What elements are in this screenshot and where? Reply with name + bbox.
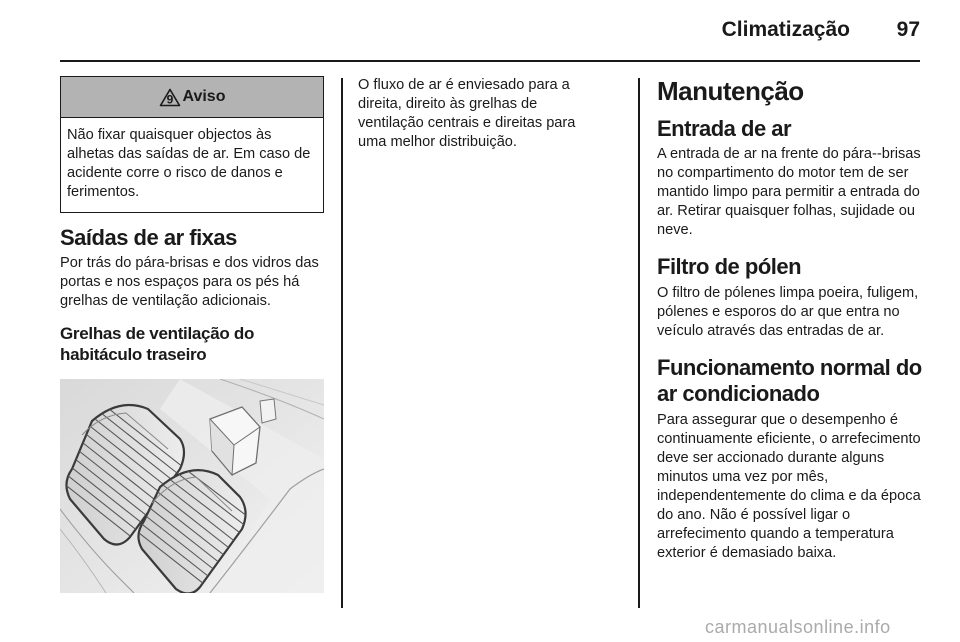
warning-title: Aviso [182,88,226,105]
rear-air-vents-illustration [60,379,324,593]
column-2 [358,76,604,152]
fixed-vents-text: Por trás do pára-brisas e dos vidros das portas e nos espaços para os pés há grelhas de ventilação adicionais. [60,255,319,309]
air-inlet-text: A entrada de ar na frente do pára--brisas no compartimento do motor tem de ser mantido limpo para permitir a entrada do ar. Retirar quaisquer folhas, sujidade ou neve. [657,146,921,238]
page-number: 97 [896,18,920,41]
maintenance-heading: Manutenção [657,76,804,106]
header-rule [60,60,920,62]
ac-heading: Funcionamento normal do ar condicionado [657,355,922,406]
rear-vents-heading: Grelhas de ventilação do habitáculo traseiro [60,324,255,364]
pollen-filter-heading: Filtro de pólen [657,254,802,279]
pollen-filter-text: O filtro de pólenes limpa poeira, fuligem, pólenes e esporos do ar que entra no veículo através das entradas de ar. [657,285,919,339]
warning-box [60,76,324,213]
svg-text:9: 9 [166,92,173,106]
column-divider [341,78,343,608]
header-title: Climatização [721,18,850,41]
warning-icon [159,88,181,107]
warning-text: Não fixar quaisquer objectos às alhetas das saídas de ar. Em caso de acidente corre o risco de danos e ferimentos. [67,127,311,200]
column-3 [657,76,922,563]
ac-text: Para assegurar que o desempenho é continuamente eficiente, o arrefecimento deve ser accionado durante alguns minutos uma vez por mês, independentemente do clima e da época do ano. Não é possível ligar o arrefecimento quando a temperatura exterior é demasiado baixa. [657,412,921,561]
column-1 [60,76,324,593]
footer-watermark: carmanualsonline.info [705,617,891,637]
airflow-text: O fluxo de ar é enviesado para a direita, direito às grelhas de ventilação centrais e direitas para uma melhor distribuição. [358,77,576,150]
column-divider [638,78,640,608]
fixed-vents-heading: Saídas de ar fixas [60,225,237,250]
air-inlet-heading: Entrada de ar [657,116,792,141]
warning-header [61,77,323,118]
